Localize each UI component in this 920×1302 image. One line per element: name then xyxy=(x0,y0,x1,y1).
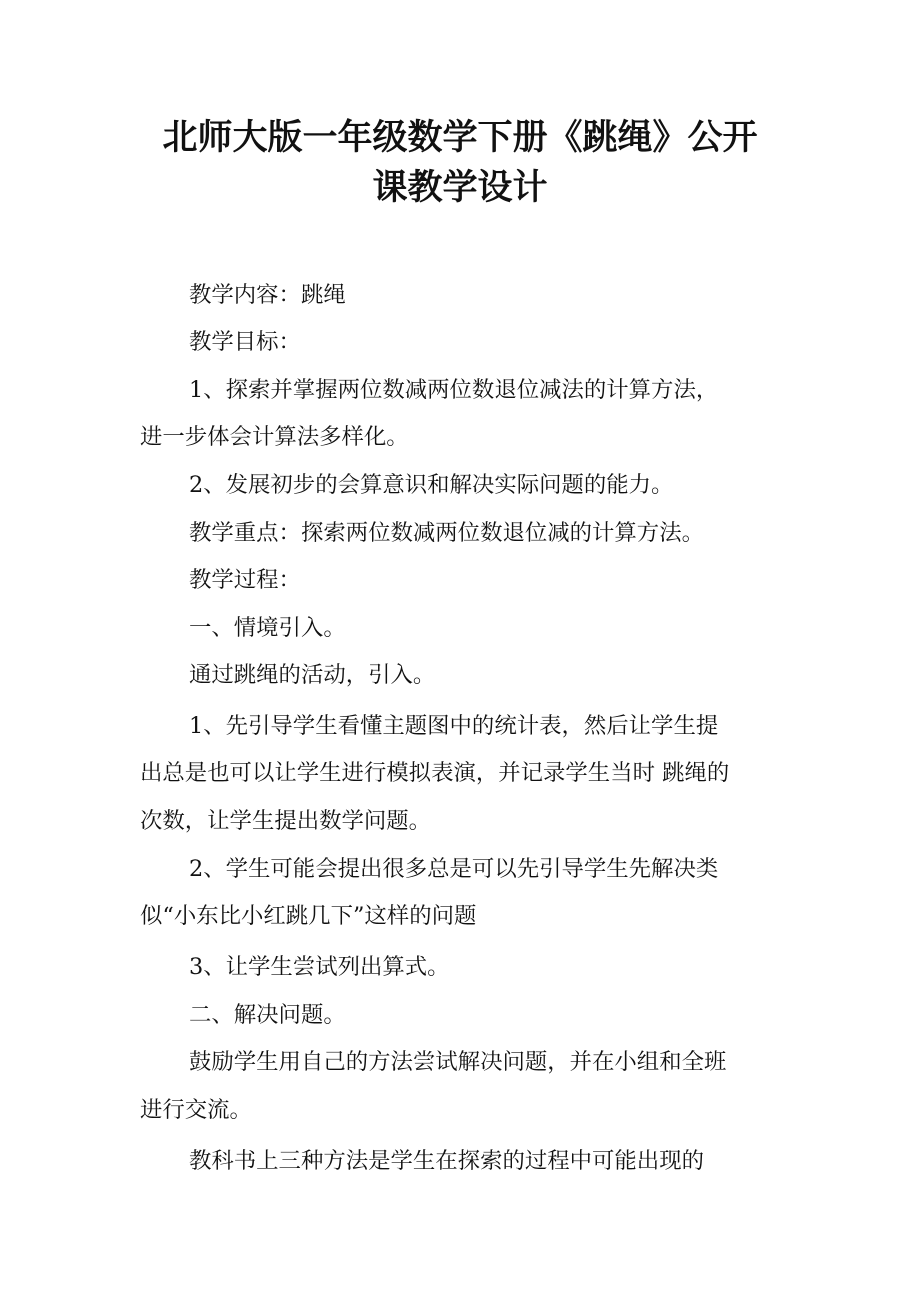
section-1-intro: 通过跳绳的活动，引入。 xyxy=(189,662,436,688)
teaching-goals-heading: 教学目标： xyxy=(189,329,301,355)
step-1-line-1: 1、先引导学生看懂主题图中的统计表，然后让学生提 xyxy=(189,713,719,739)
teaching-content: 教学内容：跳绳 xyxy=(189,282,346,308)
goal-2: 2、发展初步的会算意识和解决实际问题的能力。 xyxy=(189,472,674,498)
step-2-line-1: 2、学生可能会提出很多总是可以先引导学生先解决类 xyxy=(189,856,719,882)
step-2-line-2: 似“小东比小红跳几下”这样的问题 xyxy=(140,903,477,929)
step-1-line-3: 次数，让学生提出数学问题。 xyxy=(140,808,432,834)
teaching-focus: 教学重点：探索两位数减两位数退位减的计算方法。 xyxy=(189,520,704,546)
teaching-process-heading: 教学过程： xyxy=(189,567,301,593)
goal-1-line-2: 进一步体会计算法多样化。 xyxy=(140,424,409,450)
document-title-line-2: 课教学设计 xyxy=(372,167,548,208)
section-2-heading: 二、解决问题。 xyxy=(189,1002,346,1028)
document-title-line-1: 北师大版一年级数学下册《跳绳》公开 xyxy=(162,117,758,158)
section-2-para-line-2: 进行交流。 xyxy=(140,1097,252,1123)
section-2-para-line-1: 鼓励学生用自己的方法尝试解决问题，并在小组和全班 xyxy=(189,1049,727,1075)
section-1-heading: 一、情境引入。 xyxy=(189,615,346,641)
step-1-line-2: 出总是也可以让学生进行模拟表演，并记录学生当时 跳绳的 xyxy=(140,760,730,786)
goal-1-line-1: 1、探索并掌握两位数减两位数退位减法的计算方法， xyxy=(189,377,719,403)
methods-paragraph-line-1: 教科书上三种方法是学生在探索的过程中可能出现的 xyxy=(189,1148,704,1174)
step-3: 3、让学生尝试列出算式。 xyxy=(189,954,450,980)
